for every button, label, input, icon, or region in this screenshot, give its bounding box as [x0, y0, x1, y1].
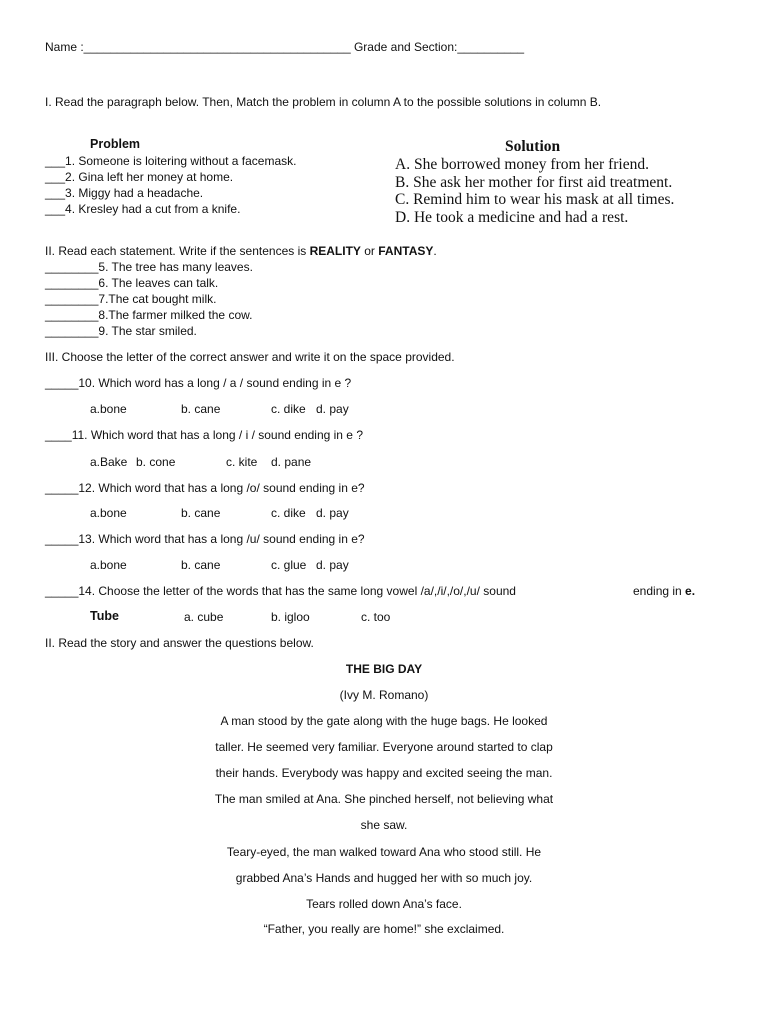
story-line-9: “Father, you really are home!” she exclaimed.: [263, 922, 505, 936]
statement-item-6: ________6. The leaves can talk.: [45, 276, 219, 290]
part3-instruction: III. Choose the letter of the correct answer and write it on the space provided.: [45, 350, 455, 364]
story-line-7: grabbed Ana’s Hands and hugged her with so much joy.: [235, 871, 533, 885]
question-14-option-b: b. igloo: [271, 610, 310, 624]
solution-heading: Solution: [505, 138, 561, 155]
question-10-option-b: b. cane: [181, 402, 221, 416]
question-13-option-c: c. glue: [271, 558, 307, 572]
problem-item-4: ___4. Kresley had a cut from a knife.: [45, 202, 241, 216]
story-instruction: II. Read the story and answer the questions below.: [45, 636, 314, 650]
question-11: ____11. Which word that has a long / i / sound ending in e ?: [45, 428, 363, 442]
statement-item-9: ________9. The star smiled.: [45, 324, 197, 338]
question-14-ending: [633, 584, 695, 599]
or-text: or: [360, 244, 379, 258]
question-11-option-c: c. kite: [226, 455, 258, 469]
statement-item-7: ________7.The cat bought milk.: [45, 292, 217, 306]
question-12-option-c: c. dike: [271, 506, 306, 520]
question-11-option-b: b. cone: [136, 455, 176, 469]
question-14-option-a: a. cube: [184, 610, 224, 624]
problem-heading: Problem: [90, 137, 141, 151]
story-title: THE BIG DAY: [345, 662, 423, 676]
question-12: _____12. Which word that has a long /o/ sound ending in e?: [45, 481, 365, 495]
part2-instruction-text: II. Read each statement. Write if the sentences is: [45, 244, 310, 258]
story-line-5: she saw.: [360, 818, 408, 832]
story-author: (Ivy M. Romano): [339, 688, 429, 702]
solution-item-d: D. He took a medicine and had a rest.: [395, 209, 629, 226]
story-line-8: Tears rolled down Ana’s face.: [306, 897, 462, 911]
part1-instruction: I. Read the paragraph below. Then, Match the problem in column A to the possible solutions in column B.: [45, 95, 602, 109]
question-13-option-a: a.bone: [90, 558, 127, 572]
ending-letter-e: e.: [685, 584, 696, 598]
story-line-2: taller. He seemed very familiar. Everyone around started to clap: [215, 740, 553, 754]
reality-keyword: REALITY: [309, 244, 361, 258]
period-text: .: [433, 244, 437, 258]
part2-instruction: [45, 244, 437, 259]
question-10-option-c: c. dike: [271, 402, 306, 416]
question-14: _____14. Choose the letter of the words that has the same long vowel /a/,/i/,/o/,/u/ sound: [45, 584, 516, 598]
solution-item-b: B. She ask her mother for first aid treatment.: [395, 174, 673, 191]
problem-item-2: ___2. Gina left her money at home.: [45, 170, 234, 184]
story-line-3: their hands. Everybody was happy and excited seeing the man.: [215, 766, 553, 780]
question-12-option-b: b. cane: [181, 506, 221, 520]
solution-item-c: C. Remind him to wear his mask at all times.: [395, 191, 675, 208]
problem-item-3: ___3. Miggy had a headache.: [45, 186, 204, 200]
problem-item-1: ___1. Someone is loitering without a facemask.: [45, 154, 297, 168]
ending-in-text: ending in: [633, 584, 686, 598]
question-13: _____13. Which word that has a long /u/ sound ending in e?: [45, 532, 365, 546]
question-14-word: Tube: [90, 609, 119, 623]
name-grade-section-line: Name :________________________________________ Grade and Section:__________: [45, 40, 525, 54]
question-12-option-a: a.bone: [90, 506, 127, 520]
question-13-option-b: b. cane: [181, 558, 221, 572]
question-13-option-d: d. pay: [316, 558, 349, 572]
question-14-option-c: c. too: [361, 610, 391, 624]
question-10: _____10. Which word has a long / a / sound ending in e ?: [45, 376, 352, 390]
story-line-6: Teary-eyed, the man walked toward Ana who stood still. He: [226, 845, 542, 859]
statement-item-8: ________8.The farmer milked the cow.: [45, 308, 253, 322]
story-line-4: The man smiled at Ana. She pinched herself, not believing what: [214, 792, 554, 806]
question-11-option-a: a.Bake: [90, 455, 128, 469]
question-10-option-a: a.bone: [90, 402, 127, 416]
story-line-1: A man stood by the gate along with the huge bags. He looked: [220, 714, 548, 728]
solution-item-a: A. She borrowed money from her friend.: [395, 156, 649, 173]
fantasy-keyword: FANTASY: [378, 244, 434, 258]
question-12-option-d: d. pay: [316, 506, 349, 520]
question-11-option-d: d. pane: [271, 455, 312, 469]
statement-item-5: ________5. The tree has many leaves.: [45, 260, 253, 274]
question-10-option-d: d. pay: [316, 402, 349, 416]
